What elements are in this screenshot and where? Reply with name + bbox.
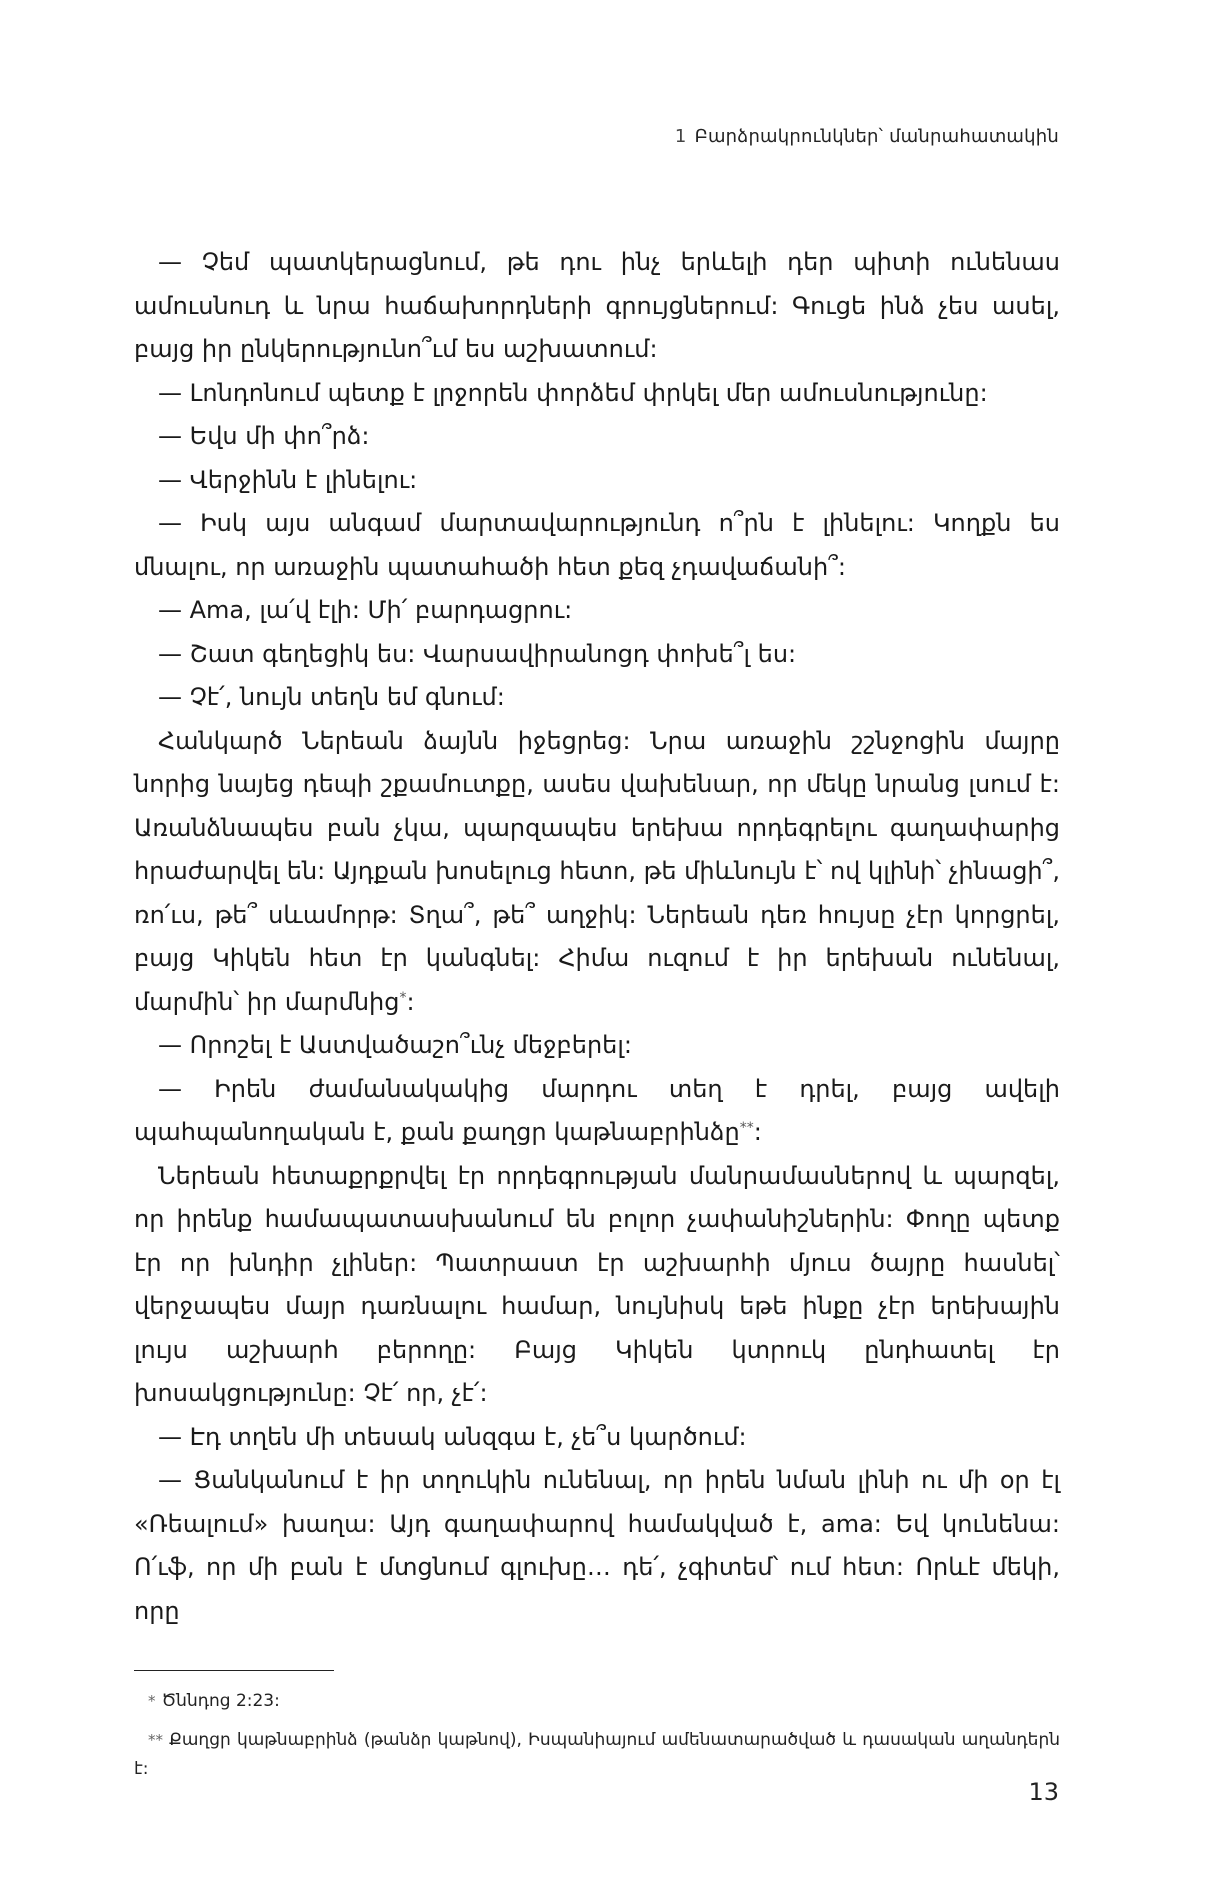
paragraph: — Իսկ այս անգամ մարտավարությունդ ո՞րն է լինելու: Կողքն ես մնալու, որ առաջին պատահածի հետ քեզ չդավաճանի՞: bbox=[134, 509, 1060, 581]
paragraph: — Շատ գեղեցիկ ես: Վարսավիրանոցդ փոխե՞լ ես: bbox=[158, 639, 797, 668]
page-number: 13 bbox=[1028, 1778, 1059, 1806]
footnote-mark: ** bbox=[148, 1731, 163, 1749]
paragraph: — Որոշել է Աստվածաշո՞ւնչ մեջբերել: bbox=[158, 1031, 632, 1059]
footnote bbox=[134, 1726, 1060, 1784]
footnotes bbox=[134, 1687, 1060, 1794]
paragraph: — Իրեն ժամանակակից մարդու տեղ է դրել, բայց ավելի պահպանողական է, քան քաղցր կաթնաբրինձը**: bbox=[134, 1074, 1060, 1146]
paragraph: — Լոնդոնում պետք է լրջորեն փորձեմ փրկել մեր ամուսնությունը: bbox=[158, 378, 988, 407]
paragraph: Ներեան հետաքրքրվել էր որդեգրության մանրամասներով և պարզել, որ իրենք համապատասխանում են բոլոր չափանիշներին: Փողը պետք էր որ խնդիր չլիներ: Պատրաստ էր աշխարհի մյուս ծայրը հասնել՝ վերջապես մայր դառնալու համար, նույնիսկ եթե ինքը չէր երեխային լույս աշխարհ բերողը: Բայց Կիկեն կտրուկ ընդհատել էր խոսակցությունը: Չէ՛ որ, չէ՛: bbox=[134, 1161, 1060, 1407]
paragraph: — Չեմ պատկերացնում, թե դու ինչ երևելի դեր պիտի ունենաս ամուսնուդ և նրա հաճախորդների գրույցներում: Գուցե ինձ չես ասել, բայց իր ընկերությունո՞ւմ ես աշխատում: bbox=[134, 248, 1060, 363]
paragraph: — Ama, լա՛վ էլի: Մի՛ բարդացրու: bbox=[158, 596, 573, 624]
footnote-text: Ծննդոց 2:23: bbox=[161, 1691, 280, 1711]
paragraph: — Ցանկանում է իր տղուկին ունենալ, որ իրեն նման լինի ու մի օր էլ «Ռեալում» խաղա: Այդ գաղափարով համակված է, ama: Եվ կունենա: Ո՛ւֆ, որ մի բան է մտցնում գլուխը… դե՛, չգիտեմ՝ ում հետ: Որևէ մեկի, որը bbox=[134, 1466, 1060, 1625]
chapter-title: Բարձրակրունկներ՝ մանրահատակին bbox=[694, 126, 1059, 147]
footnote-mark: * bbox=[148, 1692, 156, 1710]
paragraph: — Էդ տղեն մի տեսակ անզգա է, չե՞ս կարծում: bbox=[158, 1422, 747, 1451]
paragraph: — Չէ՛, նույն տեղն եմ գնում: bbox=[158, 683, 505, 711]
paragraph: — Վերջինն է լինելու: bbox=[158, 465, 418, 494]
body-text bbox=[134, 241, 1060, 1633]
chapter-number: 1 bbox=[674, 126, 687, 147]
paragraph: Հանկարծ Ներեան ձայնն իջեցրեց: Նրա առաջին շշնջոցին մայրը նորից նայեց դեպի շքամուտքը, ասես վախենար, որ մեկը նրանց լսում է: Առանձնապես բան չկա, պարզապես երեխա որդեգրելու գաղափարից հրաժարվել են: Այդքան խոսելուց հետո, թե միևնույն է՝ ով կլինի՝ չինացի՞, ռո՛ւս, թե՞ սևամորթ: Տղա՞, թե՞ աղջիկ: Ներեան դեռ հույսը չէր կորցրել, բայց Կիկեն հետ էր կանգնել: Հիմա ուզում է իր երեխան ունենալ, մարմին՝ իր մարմնից*: bbox=[134, 726, 1060, 1016]
footnote bbox=[134, 1687, 1060, 1716]
footnote-ref: * bbox=[399, 989, 407, 1006]
running-header bbox=[675, 126, 1059, 147]
footnote-text: Քաղցր կաթնաբրինձ (թանձր կաթնով), Իսպանիայում ամենատարածված և դասական աղանդերն է: bbox=[134, 1730, 1060, 1779]
footnote-ref: ** bbox=[739, 1120, 754, 1136]
footnote-divider bbox=[134, 1670, 334, 1671]
paragraph: — Եվս մի փո՞րձ: bbox=[158, 422, 370, 450]
